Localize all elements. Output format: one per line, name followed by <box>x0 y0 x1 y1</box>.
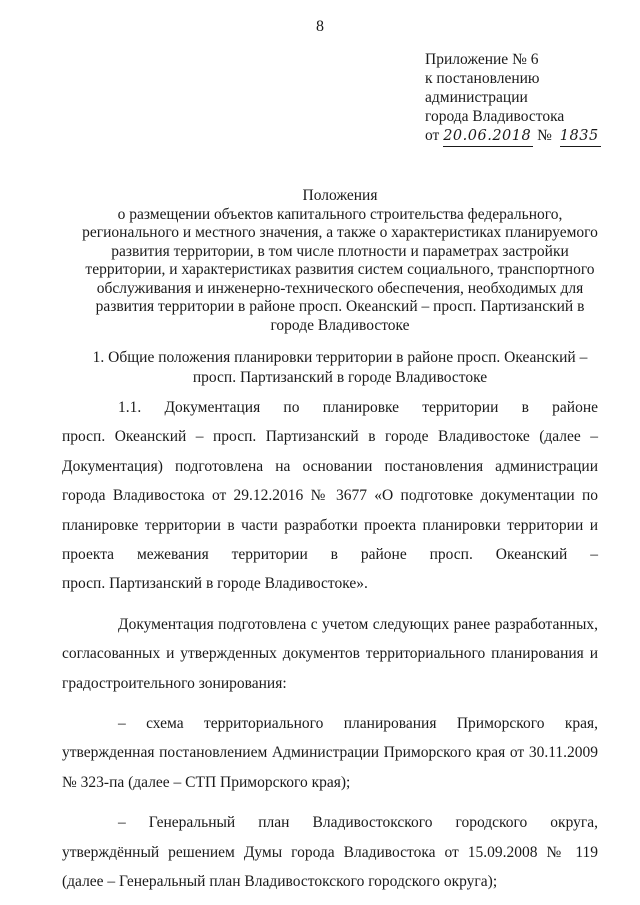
title-line: территории, и характеристиках развития систем социального, транспортного <box>85 261 595 278</box>
list-item-line: – Генеральный план Владивостокского городского округа, <box>118 814 598 832</box>
paragraph-line: просп. Партизанский в городе Владивостоке». <box>62 575 368 593</box>
appendix-line: к постановлению <box>425 70 540 87</box>
paragraph-line: проекта межевания территории в районе просп. Океанский – <box>62 546 598 564</box>
title-line: регионального и местного значения, а также о характеристиках планируемого <box>82 224 598 241</box>
appendix-line: администрации <box>425 89 528 106</box>
paragraph-line: Документация подготовлена с учетом следующих ранее разработанных, <box>118 615 598 633</box>
handwritten-date: 20.06.2018 <box>443 127 533 147</box>
paragraph-line: просп. Океанский – просп. Партизанский в городе Владивостоке (далее – <box>62 428 598 446</box>
paragraph-1-1 <box>62 393 598 599</box>
list-item-line: утвержденная постановлением Администрации Приморского края от 30.11.2009 <box>62 744 598 762</box>
appendix-line: города Владивостока <box>425 108 565 125</box>
heading-line: просп. Партизанский в городе Владивостоке <box>192 369 488 386</box>
paragraph-documents <box>62 610 598 698</box>
page-number: 8 <box>316 18 324 35</box>
heading-line: 1. Общие положения планировки территории в районе просп. Океанский – <box>92 349 588 366</box>
paragraph-line: 1.1. Документация по планировке территории в районе <box>118 399 598 416</box>
paragraph-line: планировке территории в части разработки проекта планировки территории и <box>62 516 598 534</box>
title-line: развития территории в районе просп. Океанский – просп. Партизанский в <box>95 298 585 315</box>
section-heading <box>60 348 620 388</box>
title-line: развития территории, в том числе плотности и параметрах застройки <box>111 242 569 260</box>
paragraph-line: градостроительного зонирования: <box>62 674 287 692</box>
from-label: от <box>425 127 440 144</box>
appendix-block <box>425 50 635 147</box>
paragraph-line: Документация) подготовлена на основании постановления администрации <box>62 457 598 475</box>
appendix-date-line <box>425 126 635 147</box>
list-item-line: № 323-па (далее – СТП Приморского края); <box>62 773 351 791</box>
number-label: № <box>537 127 552 144</box>
body-text <box>62 393 598 897</box>
list-item-line: (далее – Генеральный план Владивостокского городского округа); <box>62 873 498 891</box>
list-item <box>62 709 598 797</box>
list-item <box>62 808 598 896</box>
title-line: обслуживания и инженерно-технического обеспечения, необходимых для <box>96 279 584 297</box>
appendix-title: Приложение № 6 <box>425 51 539 68</box>
title-line: городе Владивостоке <box>270 316 410 334</box>
list-item-line: утверждённый решением Думы города Владивостока от 15.09.2008 № 119 <box>62 843 598 861</box>
list-item-line: – схема территориального планирования Приморского края, <box>118 715 598 733</box>
title-line: о размещении объектов капитального строительства федерального, <box>117 205 563 223</box>
document-title <box>60 187 620 335</box>
paragraph-line: города Владивостока от 29.12.2016 № 3677 «О подготовке документации по <box>62 487 598 505</box>
paragraph-line: согласованных и утвержденных документов территориального планирования и <box>62 645 598 663</box>
handwritten-number: 1835 <box>560 127 601 147</box>
title-line: Положения <box>302 187 378 204</box>
